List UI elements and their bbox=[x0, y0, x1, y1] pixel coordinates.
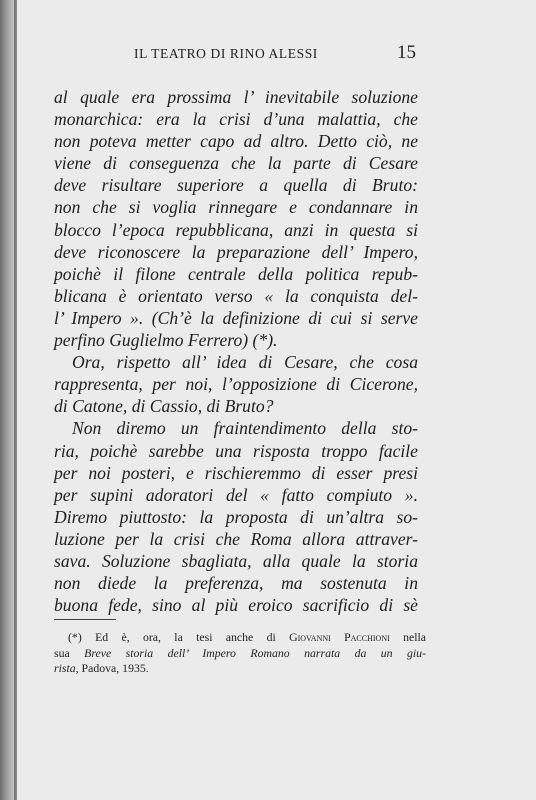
text-line: l’ Impero ». (Ch’è la definizione di cui si serve bbox=[54, 307, 418, 328]
body-text bbox=[54, 86, 418, 616]
text-line: poichè il filone centrale della politica repub- bbox=[54, 263, 418, 284]
text-line: di Catone, di Cassio, di Bruto? bbox=[54, 396, 274, 417]
footnote-text: nella bbox=[403, 630, 427, 644]
text-line: non che si voglia rinnegare e condannare in bbox=[54, 197, 418, 218]
paragraph-start-line: Non diremo un fraintendimento della sto- bbox=[72, 418, 418, 439]
text-line: ria, poichè sarebbe una risposta troppo facile bbox=[54, 440, 418, 461]
footnote-publication: Padova, 1935. bbox=[81, 661, 149, 675]
text-line: non poteva metter capo ad altro. Detto ciò, ne bbox=[54, 131, 418, 152]
text-line: monarchica: era la crisi d’una malattia, che bbox=[54, 109, 418, 130]
footnote-text: Ed è, ora, la tesi anche di bbox=[95, 630, 276, 644]
footnote-line bbox=[54, 661, 426, 677]
text-line: luzione per la crisi che Roma allora attraver- bbox=[54, 528, 418, 549]
text-line: non diede la preferenza, ma sostenuta in bbox=[54, 573, 418, 594]
text-line: per noi posteri, e rischieremmo di esser presi bbox=[54, 462, 418, 483]
running-head: IL TEATRO DI RINO ALESSI bbox=[134, 46, 318, 61]
footnote-line bbox=[54, 646, 426, 662]
footnote-text: sua bbox=[54, 645, 70, 660]
text-line: Diremo piuttosto: la proposta di un’altra so- bbox=[54, 506, 418, 527]
text-line: viene di conseguenza che la parte di Cesare bbox=[54, 153, 418, 174]
footnote-separator bbox=[54, 619, 116, 620]
text-line: blicana è orientato verso « la conquista del- bbox=[54, 285, 418, 306]
text-line: per supini adoratori del « fatto compiuto ». bbox=[54, 484, 418, 505]
footnote-book-title: Breve storia dell’ Impero Romano narrata da un giu- bbox=[84, 645, 426, 660]
text-line: deve riconoscere la preparazione dell’ Impero, bbox=[54, 241, 418, 262]
footnote-line bbox=[54, 630, 426, 646]
page-header bbox=[0, 44, 536, 68]
text-line: buona fede, sino al più eroico sacrificio di sè bbox=[54, 595, 418, 616]
text-line: blocco l’epoca repubblicana, anzi in questa si bbox=[54, 219, 418, 240]
page-number: 15 bbox=[397, 42, 416, 63]
text-line: al quale era prossima l’ inevitabile soluzione bbox=[54, 87, 418, 107]
footnote bbox=[54, 630, 426, 677]
text-line: deve risultare superiore a quella di Bruto: bbox=[54, 175, 418, 196]
book-gutter-edge bbox=[14, 0, 17, 800]
paragraph-start-line: Ora, rispetto all’ idea di Cesare, che cosa bbox=[72, 352, 418, 373]
footnote-book-title: rista, bbox=[54, 661, 79, 675]
text-line: perfino Guglielmo Ferrero) (*). bbox=[54, 330, 278, 351]
text-line: rappresenta, per noi, l’opposizione di Cicerone, bbox=[54, 374, 418, 395]
footnote-marker: (*) bbox=[68, 630, 82, 644]
text-line: sava. Soluzione sbagliata, alla quale la storia bbox=[54, 550, 418, 571]
footnote-author: Giovanni Pacchioni bbox=[289, 630, 390, 644]
